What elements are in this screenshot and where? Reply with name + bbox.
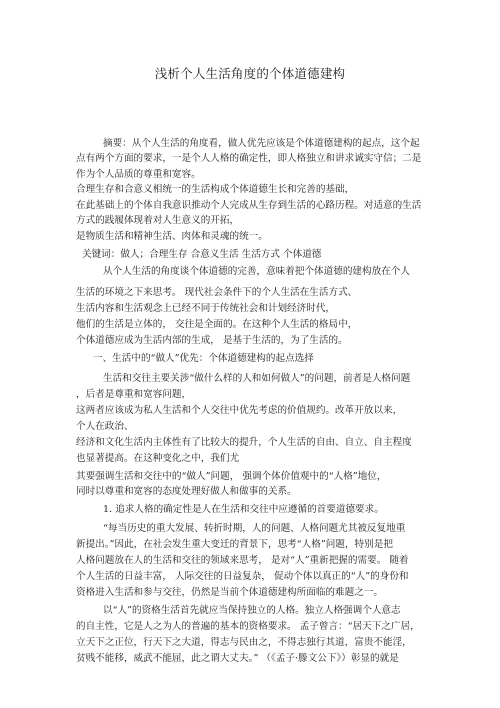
text-line: 人格问题放在人的生活和交往的领域来思考， 是对“人”重新把握的需要。 随着 bbox=[76, 555, 409, 566]
text-line: 生活内容和生活观念上已经不同于传统社会和计划经济时代， bbox=[76, 303, 336, 314]
text-line: 从个人生活的角度谈个体道德的完善，意味着把个体道德的建构放在个人 bbox=[103, 266, 410, 277]
text-line: ，后者是尊重和宽容问题， bbox=[76, 389, 192, 400]
text-line: 方式的践履体现着对人生意义的开拓， bbox=[76, 215, 240, 226]
text-line: 是物质生活和精神生活、肉体和灵魂的统一。 bbox=[76, 231, 268, 242]
keywords-line: 关键词：做人；合理生存 合意义生活 生活方式 个体道德 bbox=[82, 249, 322, 260]
text-line: 他们的生活是立体的， 交往是全面的。在这种个人生活的格局中， bbox=[76, 319, 358, 330]
text-line: 生活的环境之下来思考。 现代社会条件下的个人生活在生活方式、 bbox=[76, 287, 358, 298]
text-line: 新提出。”因此，在社会发生重大变迁的背景下，思考“人格”问题，特别是把 bbox=[76, 539, 393, 550]
text-line: 个人在政治、 bbox=[76, 421, 134, 432]
text-line: 个人生活的日益丰富， 人际交往的日益复杂， 促动个体以真正的“人”的身份和 bbox=[76, 571, 409, 582]
text-line: 个体道德应成为生活内部的生成， 是基于生活的，为了生活的。 bbox=[76, 335, 348, 346]
text-line: 同时以尊重和宽容的态度处理好做人和做事的关系。 bbox=[76, 486, 297, 497]
text-line: 生活和交往主要关涉“做什么样的人和如何做人”的问题，前者是人格问题 bbox=[103, 373, 411, 384]
text-line: 立天下之正位，行天下之大道，得志与民由之，不得志独行其道，富贵不能淫， bbox=[76, 637, 412, 648]
text-line: “每当历史的重大发展、转折时期，人的问题、人格问题尤其被反复地重 bbox=[103, 523, 406, 534]
subsection-heading: 1. 追求人格的确定性是人在生活和交往中应遵循的首要道德要求。 bbox=[103, 504, 384, 515]
text-line: 的自主性，它是人之为人的普遍的基本的资格要求。 孟子曾言：“居天下之广居， bbox=[76, 621, 420, 632]
document-title: 浅析个人生活角度的个体道德建构 bbox=[154, 66, 346, 81]
text-line: 作为个人品质的尊重和宽容。 bbox=[76, 169, 201, 180]
text-line: 其要强调生活和交往中的“做人”问题， 强调个体价值观中的“人格”地位， bbox=[76, 471, 387, 482]
text-line: 这两者应该成为私人生活和个人交往中优先考虑的价值规约。改革开放以来， bbox=[76, 405, 403, 416]
text-line: 资格进入生活和参与交往，仍然是当前个体道德建构所面临的难题之一。 bbox=[76, 587, 383, 598]
section-heading: 一、生活中的“做人”优先：个体道德建构的起点选择 bbox=[93, 353, 314, 364]
text-line: 也显著提高。在这种变化之中，我们尤 bbox=[76, 453, 240, 464]
text-line: 合理生存和合意义相统一的生活构成个体道德生长和完善的基础， bbox=[76, 184, 355, 195]
text-line: 在此基础上的个体自我意识推动个人完成从生存到生活的心路历程。对适意的生活 bbox=[76, 200, 422, 211]
text-line: 点有两个方面的要求，一是个人人格的确定性，即人格独立和讲求诚实守信；二是 bbox=[76, 153, 422, 164]
text-line: 贫贱不能移，威武不能屈，此之谓大丈夫。” （《孟子·滕文公下》）彰显的就是 bbox=[76, 653, 399, 664]
text-line: 经济和文化生活内主体性有了比较大的提升，个人生活的自由、自立、自主程度 bbox=[76, 437, 412, 448]
text-line: 摘要：从个人生活的角度看，做人优先应该是个体道德建构的起点，这个起 bbox=[103, 138, 420, 149]
text-line: 以“人”的资格生活首先就应当保持独立的人格。独立人格强调个人意志 bbox=[103, 605, 401, 616]
